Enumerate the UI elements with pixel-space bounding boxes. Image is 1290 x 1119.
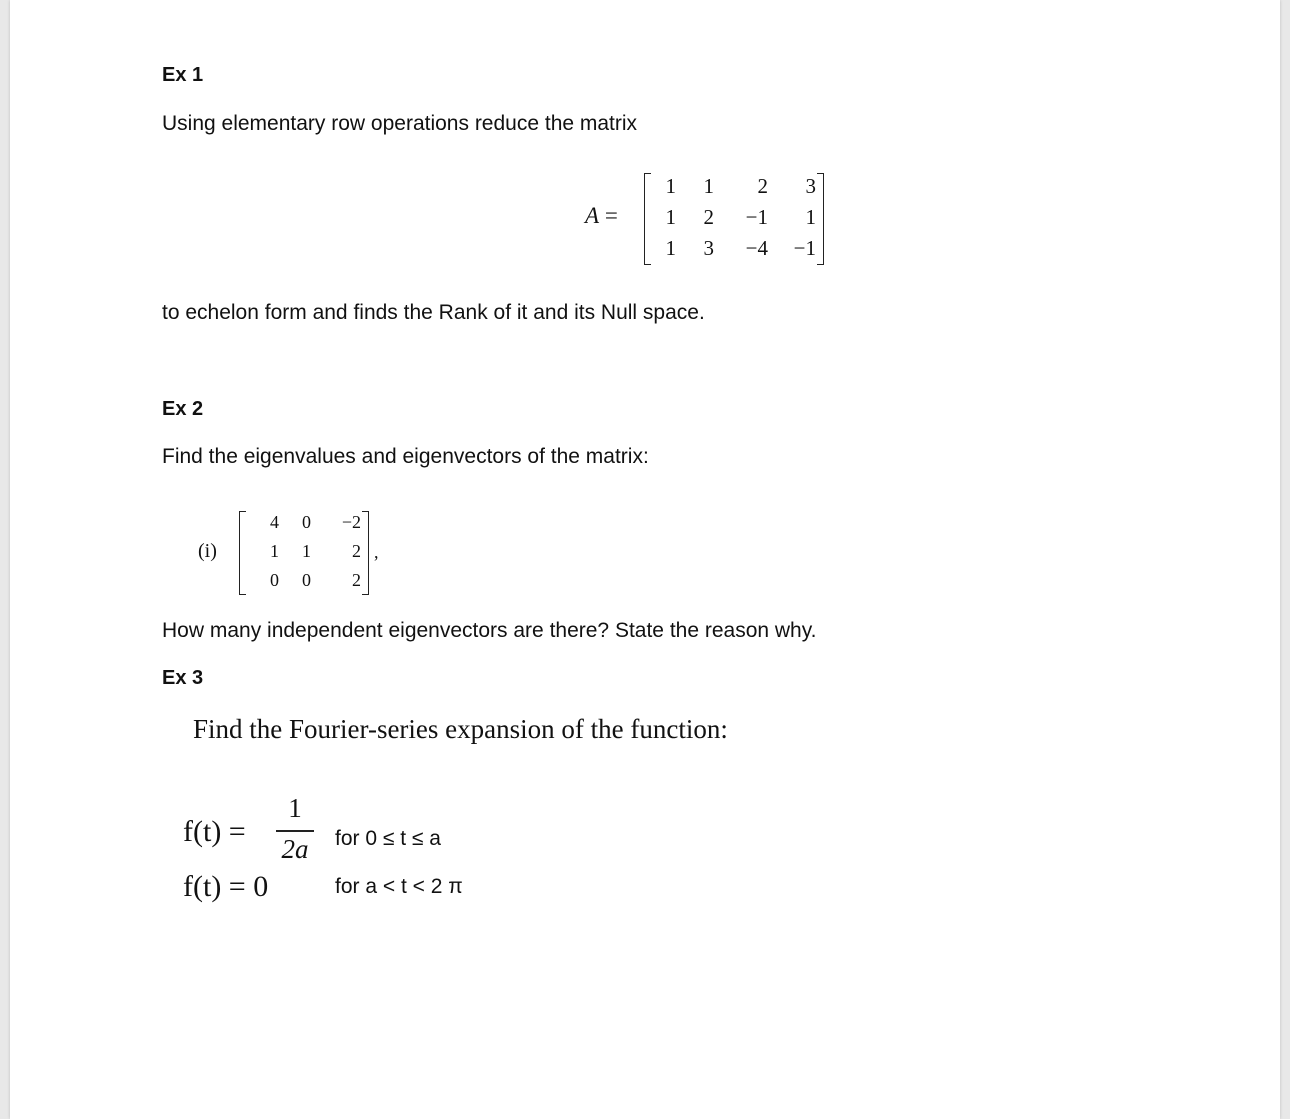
ex1-heading: Ex 1 xyxy=(162,64,204,86)
matrix-cell: 2 xyxy=(703,205,714,229)
ex1-matrix xyxy=(644,173,824,265)
matrix-cell: 1 xyxy=(665,174,676,198)
ex2-intro: Find the eigenvalues and eigenvectors of the matrix: xyxy=(162,445,649,468)
matrix-cell: −1 xyxy=(745,205,768,229)
left-bracket xyxy=(239,511,246,595)
matrix-cell: 1 xyxy=(665,236,676,260)
ex2-matrix xyxy=(239,511,369,595)
matrix-cell: 2 xyxy=(352,541,361,561)
matrix-cell: 1 xyxy=(805,205,816,229)
matrix-cell: 3 xyxy=(703,236,714,260)
matrix-cell: 0 xyxy=(302,512,311,532)
matrix-cell: −4 xyxy=(745,236,768,260)
ex2-heading: Ex 2 xyxy=(162,398,204,420)
ex1-intro: Using elementary row operations reduce the matrix xyxy=(162,112,638,135)
ex3-line2-lhs: f(t) = 0 xyxy=(183,870,269,903)
ex3-line1-numerator: 1 xyxy=(288,793,302,823)
matrix-cell: 0 xyxy=(270,570,279,590)
matrix-cell: 4 xyxy=(270,512,279,532)
matrix-cell: −1 xyxy=(793,236,816,260)
document-page xyxy=(10,0,1280,1119)
ex3-line1-condition: for 0 ≤ t ≤ a xyxy=(335,827,441,850)
ex3-line1-lhs: f(t) = xyxy=(183,815,246,848)
ex3-heading: Ex 3 xyxy=(162,667,204,689)
ex2-trailing-comma: , xyxy=(374,542,379,562)
matrix-cell: 0 xyxy=(302,570,311,590)
matrix-cell: 1 xyxy=(270,541,279,561)
matrix-cell: 1 xyxy=(302,541,311,561)
matrix-cell: 1 xyxy=(665,205,676,229)
right-bracket xyxy=(362,511,369,595)
ex3-intro: Find the Fourier-series expansion of the function: xyxy=(193,714,728,744)
matrix-cell: −2 xyxy=(341,512,361,532)
fraction-bar xyxy=(276,830,314,832)
ex3-line2-condition: for a < t < 2 π xyxy=(335,875,463,898)
matrix-cell: 1 xyxy=(703,174,714,198)
left-bracket xyxy=(644,173,651,265)
ex1-matrix-label: A = xyxy=(585,203,618,228)
ex2-question: How many independent eigenvectors are there? State the reason why. xyxy=(162,619,817,642)
ex1-outro: to echelon form and finds the Rank of it and its Null space. xyxy=(162,301,705,324)
ex2-item-label: (i) xyxy=(198,540,217,562)
matrix-cell: 2 xyxy=(757,174,768,198)
matrix-cell: 2 xyxy=(352,570,361,590)
matrix-cell: 3 xyxy=(805,174,816,198)
ex3-line1-denominator: 2a xyxy=(281,834,309,864)
right-bracket xyxy=(817,173,824,265)
